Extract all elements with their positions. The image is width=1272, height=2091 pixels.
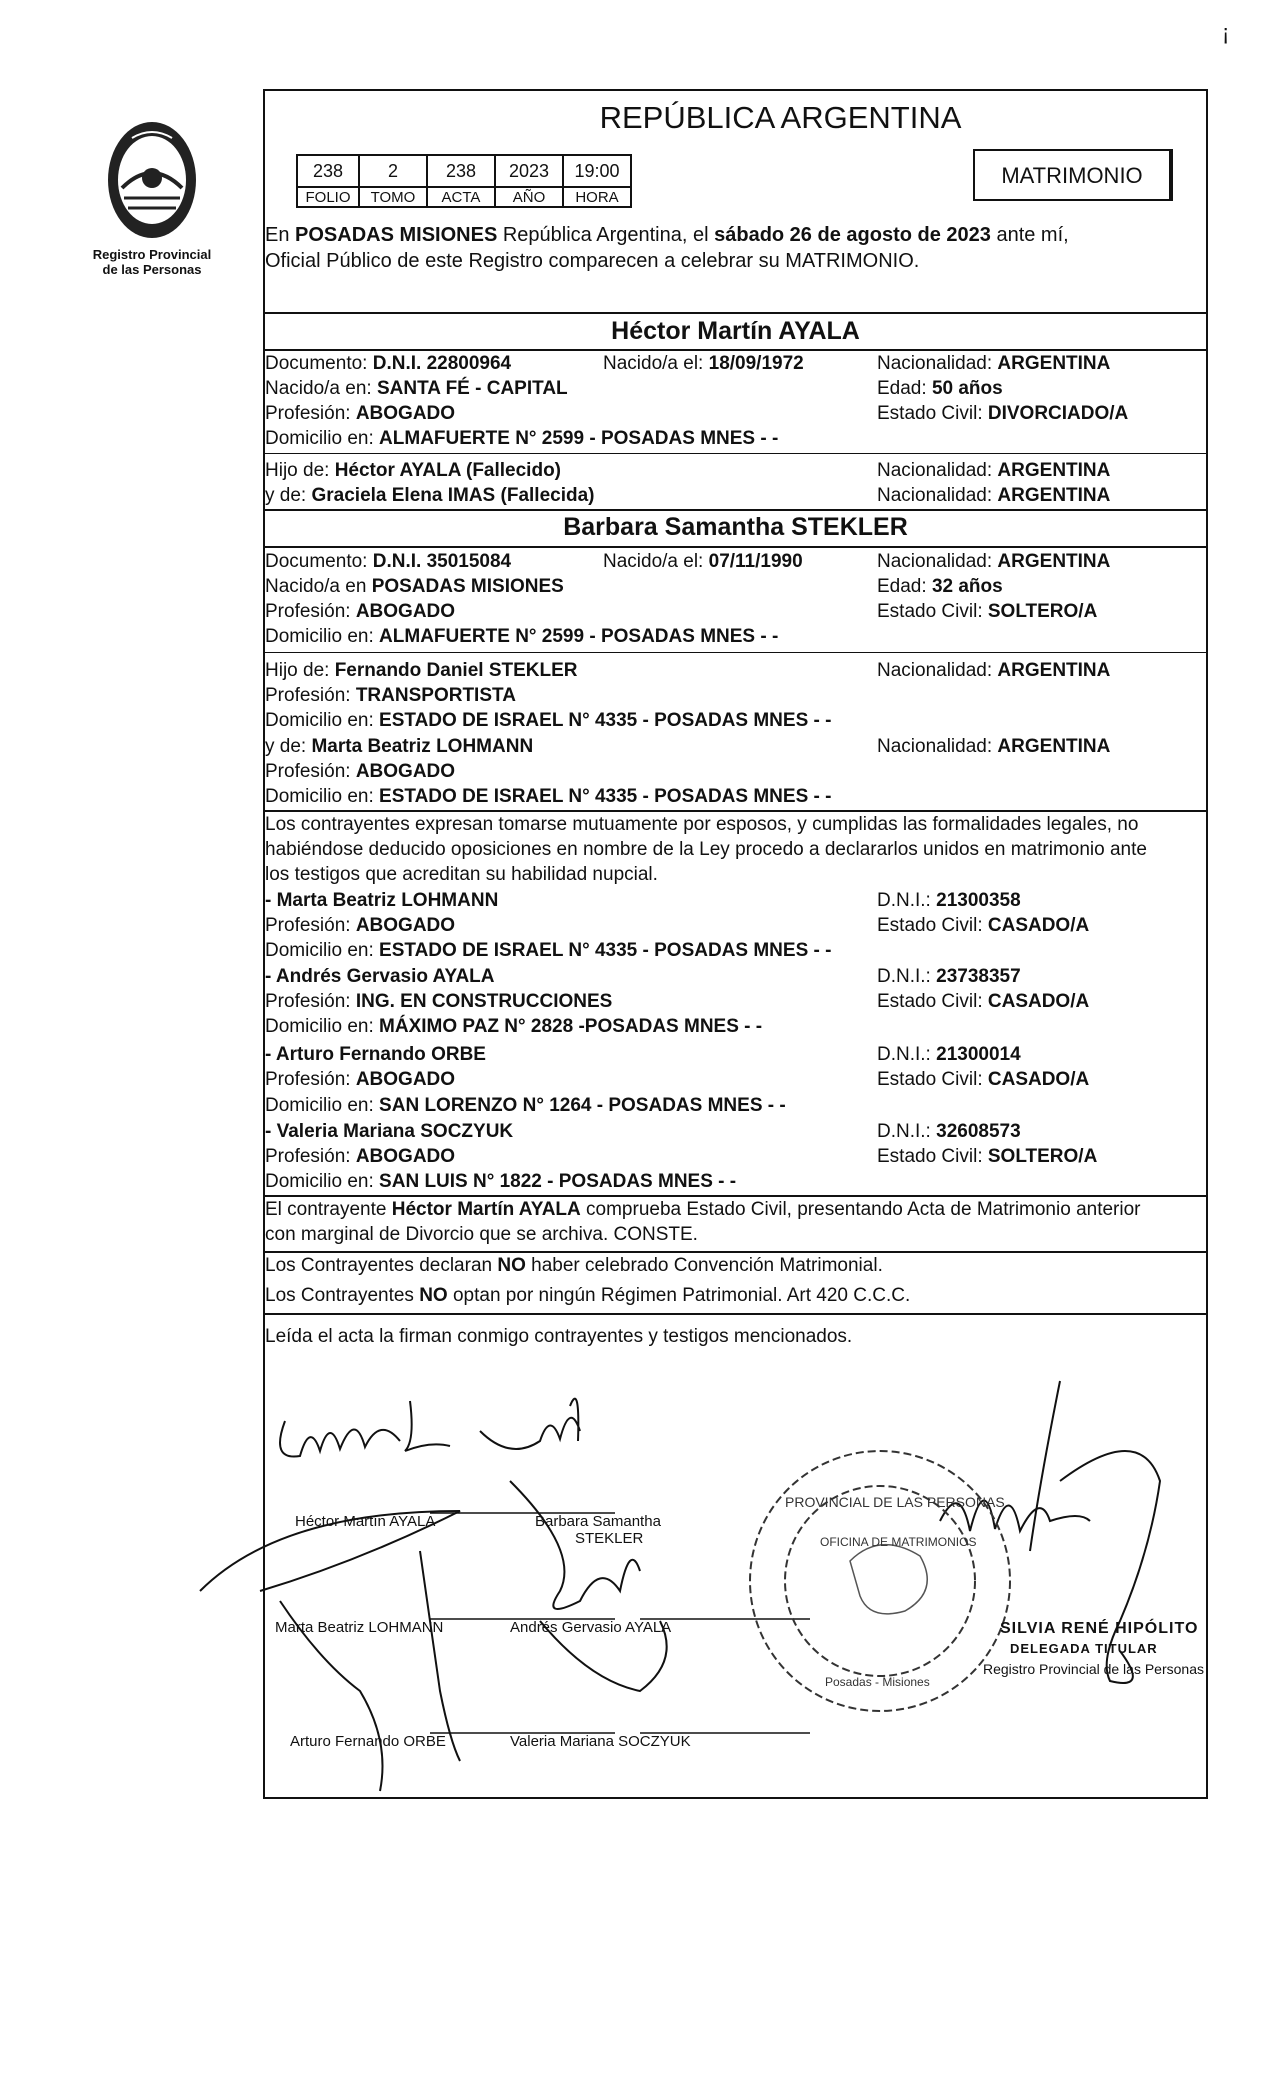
sig-w3-label: Arturo Fernando ORBE [290,1733,446,1750]
logo-caption: Registro Provincial de las Personas [92,247,212,277]
witness-2-domicile: Domicilio en: MÁXIMO PAZ N° 2828 -POSADAS MNES - - [265,1016,763,1037]
groom-mother: y de: Graciela Elena IMAS (Fallecida) [265,485,595,506]
acta-value: 238 [427,155,495,187]
groom-domicile: Domicilio en: ALMAFUERTE N° 2599 - POSADAS MNES - - [265,428,779,449]
witness-4-name: - Valeria Mariana SOCZYUK [265,1121,514,1142]
note-line-1: El contrayente Héctor Martín AYALA comprueba Estado Civil, presentando Acta de Matrimonio anterior [265,1199,1141,1220]
groom-profession: Profesión: ABOGADO [265,403,456,424]
closing-text: Leída el acta la firman conmigo contrayentes y testigos mencionados. [265,1326,853,1347]
groom-father-nationality: Nacionalidad: ARGENTINA [877,460,1111,481]
hora-value: 19:00 [563,155,631,187]
bride-father-domicile: Domicilio en: ESTADO DE ISRAEL N° 4335 - POSADAS MNES - - [265,710,832,731]
groom-born: Nacido/a el: 18/09/1972 [603,353,804,374]
bride-mother-nationality: Nacionalidad: ARGENTINA [877,736,1111,757]
groom-father: Hijo de: Héctor AYALA (Fallecido) [265,460,561,481]
country-title: REPÚBLICA ARGENTINA [599,100,962,135]
witness-1-domicile: Domicilio en: ESTADO DE ISRAEL N° 4335 - POSADAS MNES - - [265,940,832,961]
groom-age: Edad: 50 años [877,378,1003,399]
sig-w4-label: Valeria Mariana SOCZYUK [510,1733,691,1750]
groom-name: Héctor Martín AYALA [611,317,860,345]
witness-4-domicile: Domicilio en: SAN LUIS N° 1822 - POSADAS MNES - - [265,1171,737,1192]
bride-civil-status: Estado Civil: SOLTERO/A [877,601,1098,622]
witness-1-profession: Profesión: ABOGADO [265,915,456,936]
groom-mother-nationality: Nacionalidad: ARGENTINA [877,485,1111,506]
register-table [296,154,632,208]
seal-ring-text: PROVINCIAL DE LAS PERSONAS [785,1494,1005,1510]
witness-2-profession: Profesión: ING. EN CONSTRUCCIONES [265,991,613,1012]
folio-label: FOLIO [297,187,359,207]
declaration-line-3: los testigos que acreditan su habilidad nupcial. [265,864,658,885]
bride-age: Edad: 32 años [877,576,1003,597]
witness-4-civil-status: Estado Civil: SOLTERO/A [877,1146,1098,1167]
provincial-logo [92,118,212,254]
witness-1-dni: D.N.I.: 21300358 [877,890,1021,911]
hora-label: HORA [563,187,631,207]
bride-mother-domicile: Domicilio en: ESTADO DE ISRAEL N° 4335 - POSADAS MNES - - [265,786,832,807]
sig-w1-label: Marta Beatriz LOHMANN [275,1619,444,1636]
act-type-box: MATRIMONIO [973,149,1173,201]
marriage-certificate [263,89,1208,1799]
official-name: SILVIA RENÉ HIPÓLITO [1000,1620,1199,1637]
anio-value: 2023 [495,155,563,187]
declaration-line-1: Los contrayentes expresan tomarse mutuamente por esposos, y cumplidas las formalidades legales, no [265,814,1139,835]
witness-1-civil-status: Estado Civil: CASADO/A [877,915,1090,936]
witness-4-dni: D.N.I.: 32608573 [877,1121,1021,1142]
witness-3-civil-status: Estado Civil: CASADO/A [877,1069,1090,1090]
margin-mark: ¡ [1222,20,1230,45]
bride-profession: Profesión: ABOGADO [265,601,456,622]
tomo-value: 2 [359,155,427,187]
witness-3-profession: Profesión: ABOGADO [265,1069,456,1090]
groom-doc: Documento: D.N.I. 22800964 [265,353,512,374]
witness-3-name: - Arturo Fernando ORBE [265,1044,486,1065]
witness-2-civil-status: Estado Civil: CASADO/A [877,991,1090,1012]
declaration-line-2: habiéndose deducido oposiciones en nombre de la Ley procedo a declararlos unidos en matrimonio ante [265,839,1147,860]
bride-born: Nacido/a el: 07/11/1990 [603,551,803,572]
sig-w2-label: Andrés Gervasio AYALA [510,1619,672,1636]
witness-2-dni: D.N.I.: 23738357 [877,966,1021,987]
groom-birthplace: Nacido/a en: SANTA FÉ - CAPITAL [265,378,568,399]
sig-groom-label: Héctor Martín AYALA [295,1513,436,1530]
bride-father: Hijo de: Fernando Daniel STEKLER [265,660,578,681]
groom-nationality: Nacionalidad: ARGENTINA [877,353,1111,374]
sig-bride-label: Barbara Samantha STEKLER [535,1513,661,1547]
bride-doc: Documento: D.N.I. 35015084 [265,551,512,572]
groom-civil-status: Estado Civil: DIVORCIADO/A [877,403,1129,424]
bride-domicile: Domicilio en: ALMAFUERTE N° 2599 - POSADAS MNES - - [265,626,779,647]
bride-birthplace: Nacido/a en POSADAS MISIONES [265,576,564,597]
folio-value: 238 [297,155,359,187]
seal-inner-text: OFICINA DE MATRIMONIOS [820,1535,977,1549]
intro-line-1: En POSADAS MISIONES República Argentina, el sábado 26 de agosto de 2023 ante mí, [265,224,1069,246]
tomo-label: TOMO [359,187,427,207]
bride-nationality: Nacionalidad: ARGENTINA [877,551,1111,572]
anio-label: AÑO [495,187,563,207]
bride-mother-profession: Profesión: ABOGADO [265,761,456,782]
bride-name: Barbara Samantha STEKLER [563,513,908,541]
official-office: Registro Provincial de las Personas [983,1661,1204,1677]
intro-line-2: Oficial Público de este Registro comparecen a celebrar su MATRIMONIO. [265,250,920,272]
bride-father-profession: Profesión: TRANSPORTISTA [265,685,516,706]
regime-line-1: Los Contrayentes declaran NO haber celebrado Convención Matrimonial. [265,1255,883,1276]
witness-4-profession: Profesión: ABOGADO [265,1146,456,1167]
witness-1-name: - Marta Beatriz LOHMANN [265,890,499,911]
witness-3-domicile: Domicilio en: SAN LORENZO N° 1264 - POSADAS MNES - - [265,1095,786,1116]
regime-line-2: Los Contrayentes NO optan por ningún Régimen Patrimonial. Art 420 C.C.C. [265,1285,911,1306]
witness-2-name: - Andrés Gervasio AYALA [265,966,495,987]
note-line-2: con marginal de Divorcio que se archiva. CONSTE. [265,1224,698,1245]
seal-bottom-text: Posadas - Misiones [825,1675,930,1689]
acta-label: ACTA [427,187,495,207]
bride-mother: y de: Marta Beatriz LOHMANN [265,736,534,757]
bride-father-nationality: Nacionalidad: ARGENTINA [877,660,1111,681]
official-title: DELEGADA TITULAR [1010,1641,1158,1656]
witness-3-dni: D.N.I.: 21300014 [877,1044,1021,1065]
